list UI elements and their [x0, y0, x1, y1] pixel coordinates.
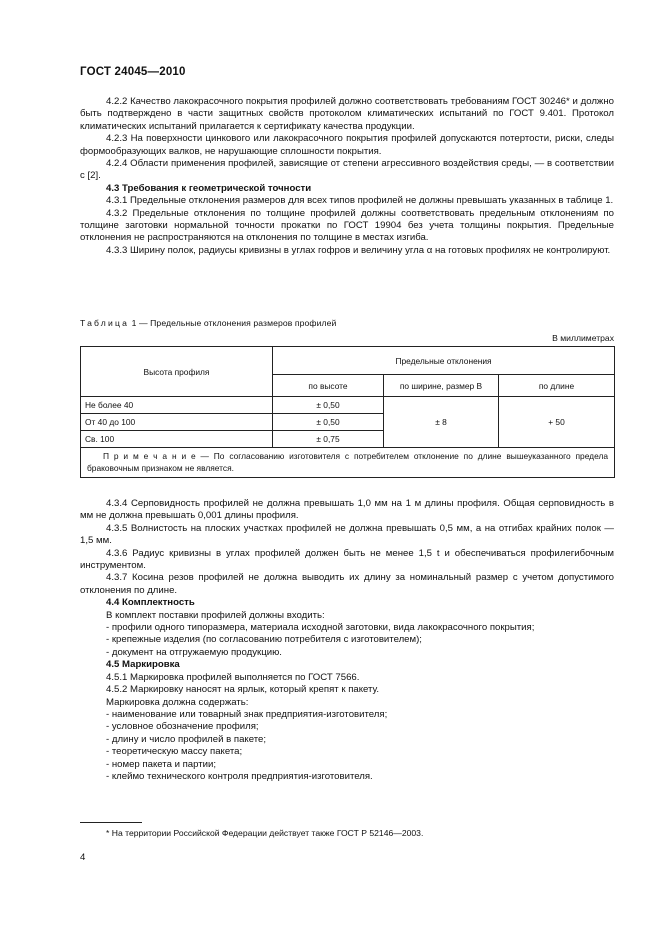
cell-length-dev: + 50 [499, 397, 615, 448]
cell-dev: ± 0,50 [273, 414, 384, 431]
heading-4-4: 4.4 Комплектность [106, 597, 195, 609]
list-item: - крепежные изделия (по согласованию потребителя с изготовителем); [106, 634, 422, 646]
table-caption-text: 1 — Предельные отклонения размеров профилей [131, 318, 337, 328]
section-4-2-4-3 [80, 96, 614, 257]
list-item: - профили одного типоразмера, материала исходной заготовки, вида лакокрасочного покрытия; [106, 622, 535, 634]
list-item: - теоретическую массу пакета; [106, 746, 243, 758]
para-4-5-intro: Маркировка должна содержать: [106, 696, 249, 708]
col-header-by-height: по высоте [273, 375, 384, 397]
cell-width-dev: ± 8 [384, 397, 499, 448]
list-item: - номер пакета и партии; [106, 758, 217, 770]
cell-height: Св. 100 [81, 431, 273, 448]
heading-4-5: 4.5 Маркировка [106, 659, 180, 671]
para-4-3-3: 4.3.3 Ширину полок, радиусы кривизны в углах гофров и величину угла α на готовых профилях не контролируют. [106, 244, 611, 256]
footnote-separator [80, 822, 142, 823]
table-caption [80, 318, 336, 328]
para-4-3-7: 4.3.7 Косина резов профилей не должна выводить их длину за номинальный размер с учетом допустимого отклонения по длине. [80, 572, 614, 596]
table-note: П р и м е ч а н и е — По согласованию изготовителя с потребителем отклонение по длине вышеуказанного предела браковочным признаком не является. [81, 448, 615, 478]
deviation-table [80, 346, 615, 478]
list-item: - наименование или товарный знак предприятия-изготовителя; [106, 708, 388, 720]
para-4-4-intro: В комплект поставки профилей должны входить: [106, 609, 325, 621]
section-4-3-4-5 [80, 498, 614, 783]
table-row [81, 397, 615, 414]
list-item: - условное обозначение профиля; [106, 721, 259, 733]
para-4-5-2: 4.5.2 Маркировку наносят на ярлык, который крепят к пакету. [106, 684, 380, 696]
para-4-3-4: 4.3.4 Серповидность профилей не должна превышать 1,0 мм на 1 м длины профиля. Общая серповидность в мм не должна превышать 0,001 длины профиля. [80, 498, 614, 522]
table-unit: В миллиметрах [552, 333, 614, 343]
para-4-2-2: 4.2.2 Качество лакокрасочного покрытия профилей должно соответствовать требованиям ГОСТ 30246* и должно быть подтверждено в части защитных свойств протоколом климатических испытаний по ГОСТ 9.401. Протокол климатических испытаний прилагается к сертификату качества продукции. [80, 96, 614, 132]
para-4-2-4: 4.2.4 Области применения профилей, зависящие от степени агрессивного воздействия среды, — в соответствии с [2]. [80, 158, 614, 182]
para-4-3-2: 4.3.2 Предельные отклонения по толщине профилей должны соответствовать предельным отклонениям по толщине заготовки нормальной точности прокатки по ГОСТ 19904 без учета толщины покрытия. Предельные отклонения не распространяются на отклонения по толщине в местах изгиба. [80, 207, 614, 244]
cell-height: От 40 до 100 [81, 414, 273, 431]
para-4-3-1: 4.3.1 Предельные отклонения размеров для всех типов профилей не должны превышать указанных в таблице 1. [106, 195, 614, 207]
col-header-by-width: по ширине, размер B [384, 375, 499, 397]
document-header: ГОСТ 24045—2010 [80, 66, 186, 78]
col-header-height: Высота профиля [81, 347, 273, 397]
para-4-3-5: 4.3.5 Волнистость на плоских участках профилей не должна превышать 0,5 мм, а на отгибах крайних полок — 1,5 мм. [80, 522, 614, 547]
col-header-group: Предельные отклонения [273, 347, 615, 375]
heading-4-3: 4.3 Требования к геометрической точности [106, 182, 312, 194]
list-item: - клеймо технического контроля предприятия-изготовителя. [106, 770, 373, 782]
para-4-3-6: 4.3.6 Радиус кривизны в углах профилей должен быть не менее 1,5 t и обеспечиваться профилегибочным инструментом. [80, 547, 614, 572]
cell-height: Не более 40 [81, 397, 273, 414]
list-item: - длину и число профилей в пакете; [106, 733, 267, 745]
para-4-2-3: 4.2.3 На поверхности цинкового или лакокрасочного покрытия профилей допускаются потертости, риски, следы формообразующих валков, не нарушающие сплошности покрытия. [80, 133, 614, 157]
col-header-by-length: по длине [499, 375, 615, 397]
footnote: * На территории Российской Федерации действует также ГОСТ Р 52146—2003. [106, 828, 424, 838]
table-caption-prefix: Таблица [80, 318, 130, 328]
cell-dev: ± 0,50 [273, 397, 384, 414]
list-item: - документ на отгружаемую продукцию. [106, 646, 282, 658]
cell-dev: ± 0,75 [273, 431, 384, 448]
page-number: 4 [80, 852, 86, 863]
para-4-5-1: 4.5.1 Маркировка профилей выполняется по ГОСТ 7566. [106, 671, 360, 683]
